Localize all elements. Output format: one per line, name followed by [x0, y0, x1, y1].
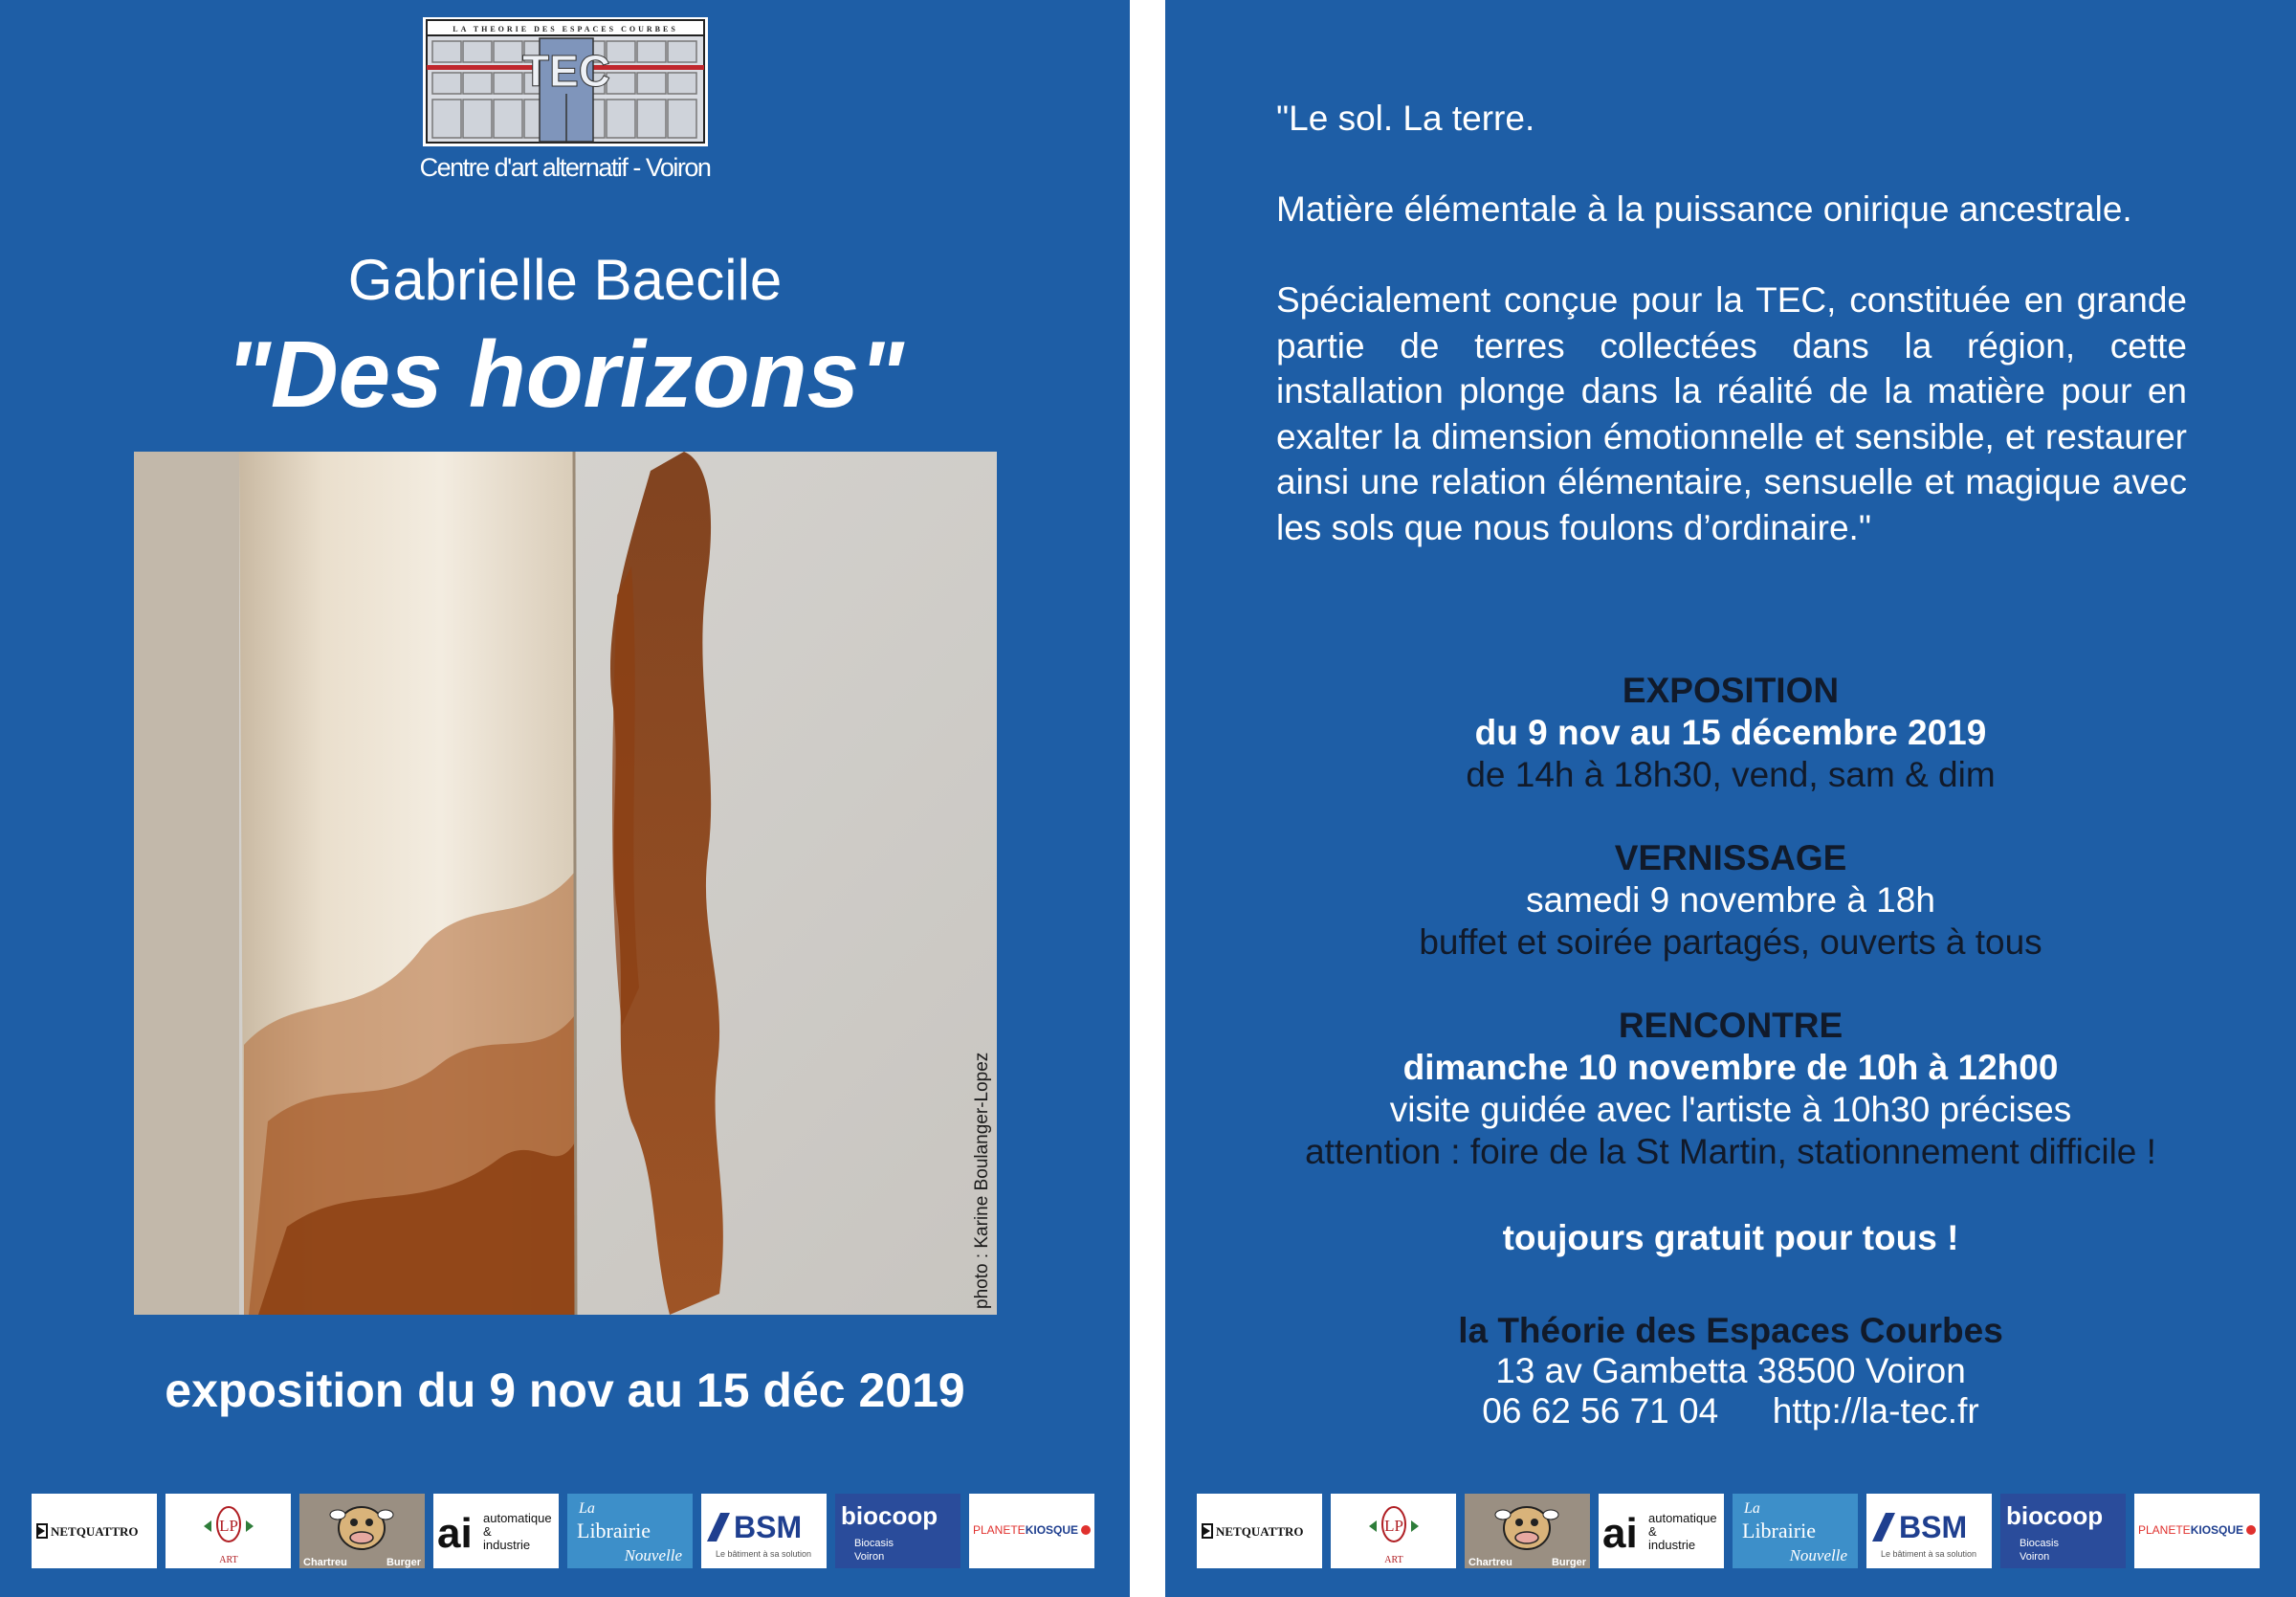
svg-text:La: La	[1744, 1500, 1760, 1517]
svg-text:Burger: Burger	[1551, 1557, 1586, 1568]
svg-text:industrie: industrie	[1648, 1538, 1696, 1552]
vernissage-detail: buffet et soirée partagés, ouverts à tous	[1419, 922, 2042, 962]
vernissage-block	[1165, 837, 2296, 964]
venue-phone: 06 62 56 71 04	[1482, 1391, 1719, 1431]
venue-block	[1165, 1311, 2296, 1431]
rencontre-date: dimanche 10 novembre de 10h à 12h00	[1402, 1048, 2059, 1087]
svg-text:biocoop: biocoop	[841, 1501, 938, 1530]
svg-text:&: &	[1648, 1524, 1657, 1539]
sponsor-lp-art[interactable]	[166, 1494, 291, 1568]
sponsor-lp-art[interactable]	[1331, 1494, 1456, 1568]
exhibition-title: "Des horizons"	[226, 322, 904, 427]
svg-text:PLANETEKIOSQUE: PLANETEKIOSQUE	[2138, 1523, 2244, 1537]
left-panel	[0, 0, 1130, 1597]
svg-text:Chartreu: Chartreu	[1468, 1557, 1512, 1568]
quote-paragraph: Matière élémentale à la puissance onirique ancestrale.	[1276, 189, 2132, 229]
svg-text:biocoop: biocoop	[2006, 1501, 2104, 1530]
sponsor-netquattro[interactable]	[1197, 1494, 1322, 1568]
svg-text:Le bâtiment à sa solution: Le bâtiment à sa solution	[1880, 1549, 1977, 1559]
sponsor-ai-industrie[interactable]	[433, 1494, 559, 1568]
svg-text:Burger: Burger	[386, 1557, 421, 1568]
sponsor-biocoop[interactable]	[2000, 1494, 2126, 1568]
quote-paragraph: "Le sol. La terre.	[1276, 99, 1535, 138]
sponsor-biocoop[interactable]	[835, 1494, 960, 1568]
sponsor-planete-kiosque[interactable]	[2134, 1494, 2260, 1568]
sponsor-bsm[interactable]	[701, 1494, 827, 1568]
svg-text:LP: LP	[1384, 1517, 1403, 1535]
svg-text:LP: LP	[219, 1517, 238, 1535]
photo-credit: photo : Karine Boulanger-Lopez	[972, 1052, 992, 1309]
logo-letters: TEC	[522, 46, 610, 96]
logo-lettering: LA THEORIE DES ESPACES COURBES	[453, 25, 678, 33]
svg-text:BSM: BSM	[1899, 1510, 1968, 1544]
venue-website-link[interactable]: http://la-tec.fr	[1772, 1391, 1979, 1431]
svg-text:Librairie: Librairie	[577, 1519, 651, 1542]
svg-text:Biocasis: Biocasis	[854, 1538, 894, 1549]
venue-contact	[1165, 1391, 2296, 1431]
artist-statement	[1276, 96, 2187, 596]
sponsor-librairie-nouvelle[interactable]	[567, 1494, 693, 1568]
sponsor-chartreu-burger[interactable]	[299, 1494, 425, 1568]
svg-text:automatique: automatique	[483, 1511, 552, 1525]
svg-text:automatique: automatique	[1648, 1511, 1717, 1525]
svg-text:Chartreu: Chartreu	[303, 1557, 347, 1568]
svg-text:ai: ai	[437, 1510, 473, 1557]
sponsor-chartreu-burger[interactable]	[1465, 1494, 1590, 1568]
exposition-hours: de 14h à 18h30, vend, sam & dim	[1466, 755, 1996, 794]
venue-name: la Théorie des Espaces Courbes	[1458, 1311, 2003, 1350]
rencontre-heading: RENCONTRE	[1618, 1006, 1843, 1045]
venue-subtitle: Centre d'art alternatif - Voiron	[419, 153, 711, 182]
svg-text:PLANETEKIOSQUE: PLANETEKIOSQUE	[973, 1523, 1079, 1537]
svg-text:Le bâtiment à sa solution: Le bâtiment à sa solution	[715, 1549, 812, 1559]
sponsor-librairie-nouvelle[interactable]	[1733, 1494, 1858, 1568]
exposition-dates-line: exposition du 9 nov au 15 déc 2019	[165, 1364, 965, 1417]
vernissage-date: samedi 9 novembre à 18h	[1526, 880, 1935, 920]
svg-text:ai: ai	[1602, 1510, 1638, 1557]
quote-paragraph: Spécialement conçue pour la TEC, constituée en grande partie de terres collectées dans la région, cette installation plonge dans la réalité de la matière pour en exalter la dimension émotionnelle et sensible, et restaurer ainsi une relation élémentaire, sensuelle et magique avec les sols que nous foulons d’ordinaire."	[1276, 280, 2187, 547]
sponsor-bsm[interactable]	[1866, 1494, 1992, 1568]
svg-text:Voiron: Voiron	[2020, 1551, 2050, 1563]
exposition-dates: du 9 nov au 15 décembre 2019	[1474, 713, 1987, 752]
vernissage-heading: VERNISSAGE	[1614, 838, 1847, 877]
rencontre-warning: attention : foire de la St Martin, stationnement difficile !	[1305, 1132, 2156, 1171]
svg-text:Nouvelle: Nouvelle	[1789, 1546, 1847, 1564]
svg-text:NETQUATTRO: NETQUATTRO	[1216, 1524, 1304, 1539]
svg-text:ART: ART	[1384, 1555, 1403, 1565]
svg-text:Librairie: Librairie	[1742, 1519, 1816, 1542]
artwork-photo	[134, 452, 997, 1315]
svg-text:&: &	[483, 1524, 492, 1539]
rencontre-block	[1165, 1005, 2296, 1173]
svg-text:industrie: industrie	[483, 1538, 531, 1552]
sponsor-planete-kiosque[interactable]	[969, 1494, 1094, 1568]
sponsor-ai-industrie[interactable]	[1599, 1494, 1724, 1568]
sponsor-netquattro[interactable]	[32, 1494, 157, 1568]
svg-text:NETQUATTRO: NETQUATTRO	[51, 1524, 139, 1539]
exposition-block	[1165, 670, 2296, 796]
svg-text:Nouvelle: Nouvelle	[624, 1546, 682, 1564]
svg-text:BSM: BSM	[734, 1510, 803, 1544]
rencontre-detail: visite guidée avec l'artiste à 10h30 précises	[1389, 1090, 2072, 1129]
svg-text:Voiron: Voiron	[854, 1551, 885, 1563]
artist-name: Gabrielle Baecile	[347, 248, 783, 312]
free-entry: toujours gratuit pour tous !	[1502, 1218, 1959, 1257]
tec-storefront-logo	[423, 17, 708, 146]
svg-text:La: La	[579, 1500, 595, 1517]
svg-text:Biocasis: Biocasis	[2020, 1538, 2059, 1549]
venue-address: 13 av Gambetta 38500 Voiron	[1495, 1351, 1966, 1390]
exposition-heading: EXPOSITION	[1622, 671, 1840, 710]
svg-text:ART: ART	[219, 1555, 238, 1565]
